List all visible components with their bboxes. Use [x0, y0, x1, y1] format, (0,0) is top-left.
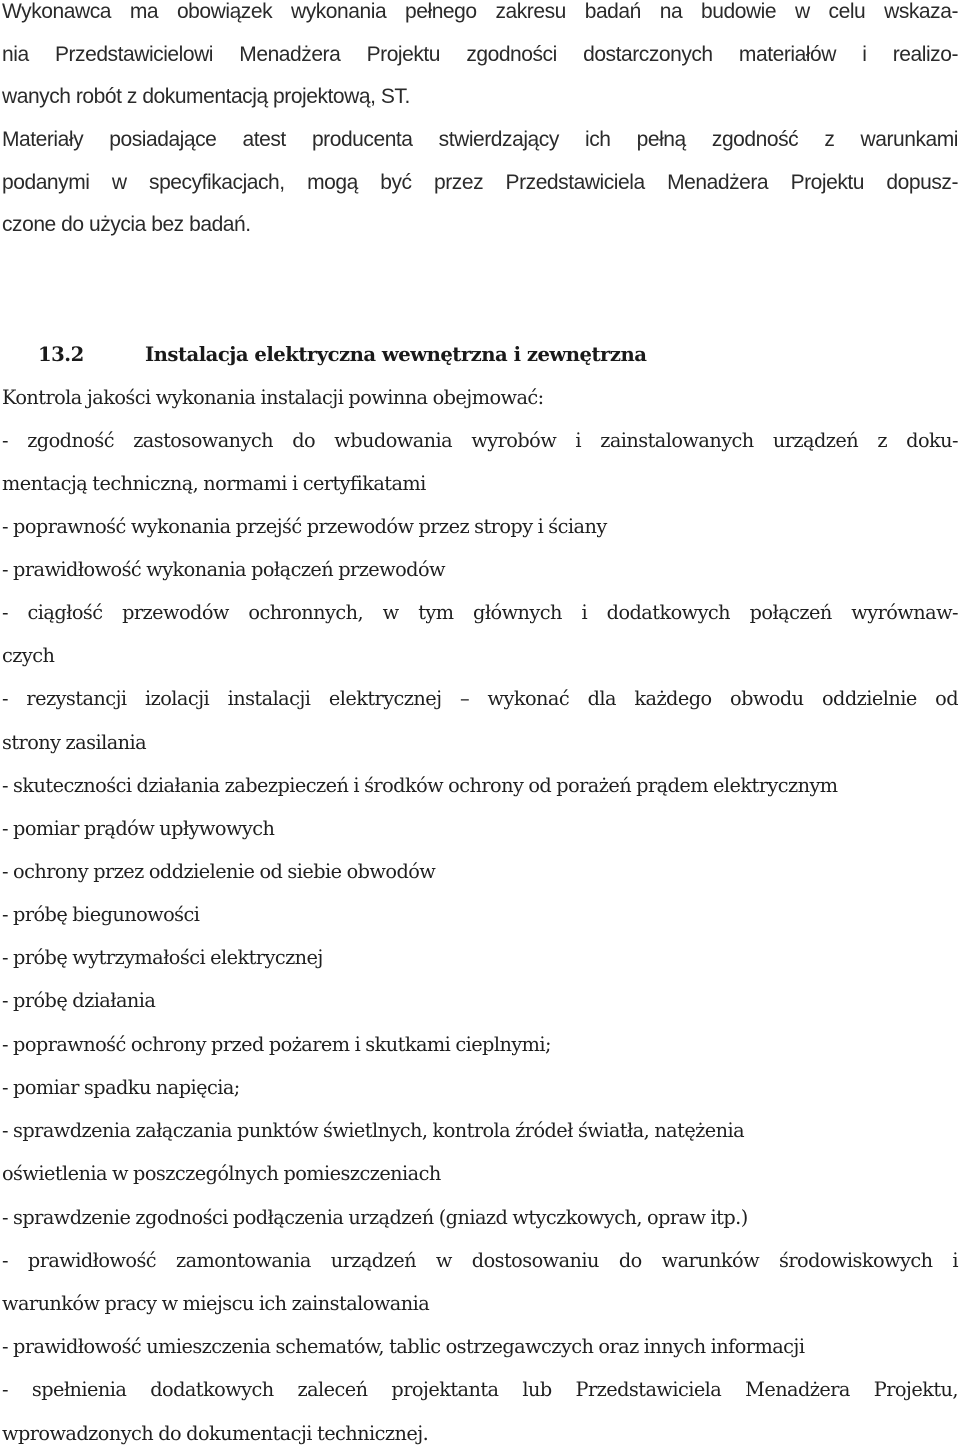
- list-item: - próbę wytrzymałości elektrycznej: [2, 946, 323, 969]
- list-item: - ciągłość przewodów ochronnych, w tym głównych i dodatkowych połączeń wyrównaw-: [2, 601, 958, 624]
- paragraph-line: Wykonawca ma obowiązek wykonania pełnego zakresu badań na budowie w celu wskaza-: [2, 0, 958, 23]
- list-item: - ochrony przez oddzielenie od siebie obwodów: [2, 860, 436, 883]
- list-item: - pomiar spadku napięcia;: [2, 1076, 240, 1099]
- list-item: - zgodność zastosowanych do wbudowania wyrobów i zainstalowanych urządzeń z doku-: [2, 429, 958, 452]
- list-item: - prawidłowość zamontowania urządzeń w dostosowaniu do warunków środowiskowych i: [2, 1249, 958, 1272]
- list-item-continuation: czych: [2, 644, 55, 667]
- list-item-continuation: strony zasilania: [2, 731, 147, 754]
- list-item-continuation: mentacją techniczną, normami i certyfikatami: [2, 472, 426, 495]
- list-item: - prawidłowość umieszczenia schematów, tablic ostrzegawczych oraz innych informacji: [2, 1335, 805, 1358]
- section-title: Instalacja elektryczna wewnętrzna i zewnętrzna: [145, 343, 647, 366]
- list-item: - poprawność ochrony przed pożarem i skutkami cieplnymi;: [2, 1033, 551, 1056]
- list-item-continuation: oświetlenia w poszczególnych pomieszczeniach: [2, 1162, 441, 1185]
- list-item: - sprawdzenie zgodności podłączenia urządzeń (gniazd wtyczkowych, opraw itp.): [2, 1206, 748, 1229]
- list-item-continuation: wprowadzonych do dokumentacji technicznej.: [2, 1422, 429, 1445]
- list-item: - rezystancji izolacji instalacji elektrycznej – wykonać dla każdego obwodu oddzielnie od: [2, 687, 958, 710]
- intro-sentence: Kontrola jakości wykonania instalacji powinna obejmować:: [2, 386, 544, 409]
- paragraph-line: Materiały posiadające atest producenta stwierdzający ich pełną zgodność z warunkami: [2, 128, 958, 151]
- list-item: - poprawność wykonania przejść przewodów przez stropy i ściany: [2, 515, 607, 538]
- list-item: - spełnienia dodatkowych zaleceń projektanta lub Przedstawiciela Menadżera Projektu,: [2, 1378, 958, 1401]
- section-number: 13.2: [38, 343, 84, 366]
- list-item: - prawidłowość wykonania połączeń przewodów: [2, 558, 445, 581]
- paragraph-line: nia Przedstawicielowi Menadżera Projektu zgodności dostarczonych materiałów i realizo-: [2, 43, 958, 66]
- list-item: - sprawdzenia załączania punktów świetlnych, kontrola źródeł światła, natężenia: [2, 1119, 745, 1142]
- paragraph-line: czone do użycia bez badań.: [2, 213, 251, 236]
- list-item-continuation: warunków pracy w miejscu ich zainstalowania: [2, 1292, 430, 1315]
- list-item: - próbę biegunowości: [2, 903, 200, 926]
- list-item: - skuteczności działania zabezpieczeń i środków ochrony od porażeń prądem elektrycznym: [2, 774, 838, 797]
- paragraph-line: wanych robót z dokumentacją projektową, ST.: [2, 85, 410, 108]
- paragraph-line: podanymi w specyfikacjach, mogą być przez Przedstawiciela Menadżera Projektu dopusz-: [2, 171, 958, 194]
- list-item: - pomiar prądów upływowych: [2, 817, 275, 840]
- list-item: - próbę działania: [2, 989, 156, 1012]
